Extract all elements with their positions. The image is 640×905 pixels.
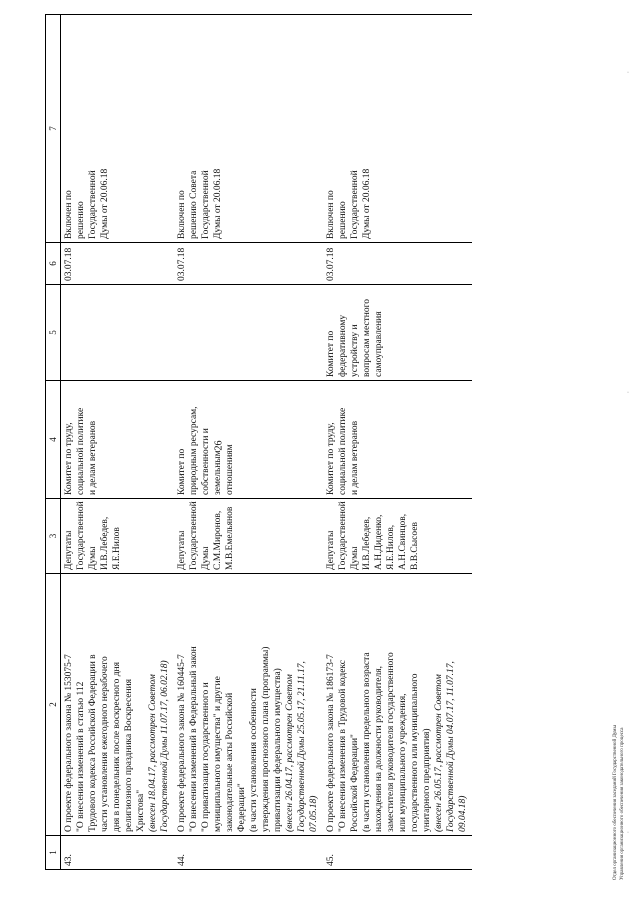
- text-line: Государственной: [189, 501, 199, 570]
- text-line: Включен по: [177, 190, 187, 239]
- text-line: М.В.Емельянов: [225, 506, 235, 570]
- bill-title-cell: [174, 574, 323, 836]
- authors-cell: [174, 499, 323, 574]
- text-line: Думы: [201, 546, 211, 570]
- text-line: Государственной Думы 11.07.17, 06.02.18): [160, 660, 170, 832]
- text-line: государственного или муниципального: [410, 673, 420, 832]
- text-line: части установления ежегодного нерабочего: [100, 656, 110, 832]
- text-line: Я.Е.Нилов,: [386, 524, 396, 570]
- row-number-cell: [61, 836, 175, 870]
- column-header: 4: [46, 381, 61, 499]
- text-line: О проекте федерального закона № 160445-7: [177, 654, 187, 832]
- text-line: Государственной Думы 25.05.17, 21.11.17,: [297, 661, 307, 832]
- bill-title-cell: [323, 574, 472, 836]
- text-line: устройству и: [350, 324, 360, 377]
- column-header: 1: [46, 836, 61, 870]
- text-line: Депутаты: [326, 530, 336, 570]
- co-executor-cell: [174, 285, 323, 381]
- text-line: и делам ветеранов: [88, 420, 98, 495]
- column-header: 2: [46, 574, 61, 836]
- text-line: А.Н.Свинцов,: [398, 513, 408, 570]
- text-line: или муниципального учреждения,: [398, 693, 408, 832]
- text-line: вопросам местного: [362, 298, 372, 377]
- co-executor-cell: [61, 285, 175, 381]
- text-line: Депутаты: [177, 530, 187, 570]
- footer-line: Управления организационного обеспечения законодательного процесса: [620, 727, 625, 880]
- column-header: 6: [46, 243, 61, 285]
- text-line: Я.Е.Нилов: [112, 527, 122, 570]
- text-line: Включен по: [326, 190, 336, 239]
- text-line: решению Совета: [189, 170, 199, 239]
- bill-title-cell: [61, 574, 175, 836]
- text-line: муниципального имущества" и другие: [213, 676, 223, 832]
- text-line: Государственной Думы 04.07.17, 11.07.17,: [446, 661, 456, 832]
- text-line: Государственной: [338, 501, 348, 570]
- text-line: решению: [338, 201, 348, 239]
- text-line: социальной политике: [338, 407, 348, 495]
- date-cell: [61, 243, 175, 285]
- text-line: Комитет по: [177, 448, 187, 495]
- date-cell: [323, 243, 472, 285]
- text-line: Комитет по труду,: [64, 422, 74, 495]
- rotated-page: [45, 15, 472, 870]
- text-line: социальной политике: [76, 407, 86, 495]
- authors-cell: [61, 499, 175, 574]
- row-number-cell: [323, 836, 472, 870]
- text-line: и делам ветеранов: [350, 420, 360, 495]
- scan-dot: ·: [627, 70, 629, 76]
- scan-dot: ·: [627, 830, 629, 836]
- text-line: Государственной: [76, 501, 86, 570]
- text-line: (внесен 26.04.17, рассмотрен Советом: [285, 674, 295, 832]
- table-row: [174, 15, 323, 870]
- footer-line: Отдел организационного обеспечения заседаний Государственной Думы: [613, 725, 618, 880]
- column-header-row: [46, 15, 61, 870]
- text-line: самоуправления: [374, 311, 384, 377]
- date-value: 03.07.18: [64, 247, 74, 281]
- column-header: 5: [46, 285, 61, 381]
- scan-margin-marks: [627, 30, 633, 890]
- text-line: С.М.Миронов,: [213, 510, 223, 570]
- footer-notes: [612, 590, 626, 880]
- text-line: приватизации федерального имущества): [273, 668, 283, 832]
- text-line: Думы от 20.06.18: [362, 168, 372, 239]
- text-line: законодательные акты Российской: [225, 692, 235, 832]
- date-value: 03.07.18: [177, 247, 187, 281]
- text-line: О проекте федерального закона № 153075-7: [64, 654, 74, 832]
- responsible-committee-cell: [323, 381, 472, 499]
- text-line: (внесен 18.04.17, рассмотрен Советом: [148, 674, 158, 832]
- date-value: 03.07.18: [326, 247, 336, 281]
- status-cell: [61, 15, 175, 243]
- status-cell: [174, 15, 323, 243]
- text-line: решению: [76, 201, 86, 239]
- text-line: природным ресурсам,: [189, 406, 199, 495]
- text-line: унитарного предприятия): [422, 728, 432, 832]
- row-number: 43.: [64, 854, 74, 866]
- text-line: Думы от 20.06.18: [100, 168, 110, 239]
- text-line: 07.05.18): [309, 795, 319, 832]
- text-line: Федерации": [237, 783, 247, 832]
- text-line: (в части установления особенности: [249, 688, 259, 832]
- row-number-cell: [174, 836, 323, 870]
- text-line: В.В.Сысоев: [410, 522, 420, 570]
- text-line: И.В.Лебедев,: [100, 516, 110, 570]
- text-line: Государственной: [88, 170, 98, 239]
- text-line: Думы: [88, 546, 98, 570]
- text-line: Комитет по: [326, 330, 336, 377]
- responsible-committee-cell: [61, 381, 175, 499]
- text-line: дня в понедельник после воскресного дня: [112, 662, 122, 832]
- status-cell: [323, 15, 472, 243]
- text-line: (в части установления предельного возраста: [362, 652, 372, 832]
- text-line: 09.04.18): [458, 795, 468, 832]
- authors-cell: [323, 499, 472, 574]
- text-line: О проекте федерального закона № 186173-7: [326, 654, 336, 832]
- text-line: Депутаты: [64, 530, 74, 570]
- text-line: "О приватизации государственного и: [201, 682, 211, 832]
- text-line: собственности и: [201, 428, 211, 495]
- text-line: Трудового кодекса Российской Федерации в: [88, 654, 98, 832]
- text-line: Включен по: [64, 190, 74, 239]
- co-executor-cell: [323, 285, 472, 381]
- text-line: нахождения на должности руководителя,: [374, 666, 384, 832]
- text-line: федеративному: [338, 314, 348, 377]
- table-row: [323, 15, 472, 870]
- text-line: А.Н.Диденко,: [374, 514, 384, 570]
- text-line: И.В.Лебедев,: [362, 516, 372, 570]
- scan-dot: ·: [627, 390, 629, 396]
- text-line: Государственной: [201, 170, 211, 239]
- text-line: "О внесении изменений в статью 112: [76, 681, 86, 832]
- bills-table: [45, 14, 472, 870]
- text-line: заместителя руководителя государственного: [386, 652, 396, 832]
- text-line: утверждения прогнозного плана (программы): [261, 646, 271, 832]
- text-line: Думы: [350, 546, 360, 570]
- column-header: 7: [46, 15, 61, 243]
- text-line: "О внесении изменения в Трудовой кодекс: [338, 659, 348, 832]
- row-number: 45.: [326, 854, 336, 866]
- text-line: (внесен 26.05.17, рассмотрен Советом: [434, 674, 444, 832]
- page-number: 26: [213, 440, 225, 451]
- responsible-committee-cell: [174, 381, 323, 499]
- text-line: земельным: [213, 450, 223, 495]
- text-line: Христова": [136, 789, 146, 832]
- column-header: 3: [46, 499, 61, 574]
- text-line: отношениям: [225, 444, 235, 495]
- date-cell: [174, 243, 323, 285]
- text-line: Государственной: [350, 170, 360, 239]
- table-row: [61, 15, 175, 870]
- text-line: Думы от 20.06.18: [213, 168, 223, 239]
- text-line: "О внесении изменений в Федеральный закон: [189, 646, 199, 832]
- row-number: 44.: [177, 854, 187, 866]
- text-line: Комитет по труду,: [326, 422, 336, 495]
- text-line: религиозного праздника Воскресения: [124, 678, 134, 832]
- text-line: Российской Федерации": [350, 734, 360, 832]
